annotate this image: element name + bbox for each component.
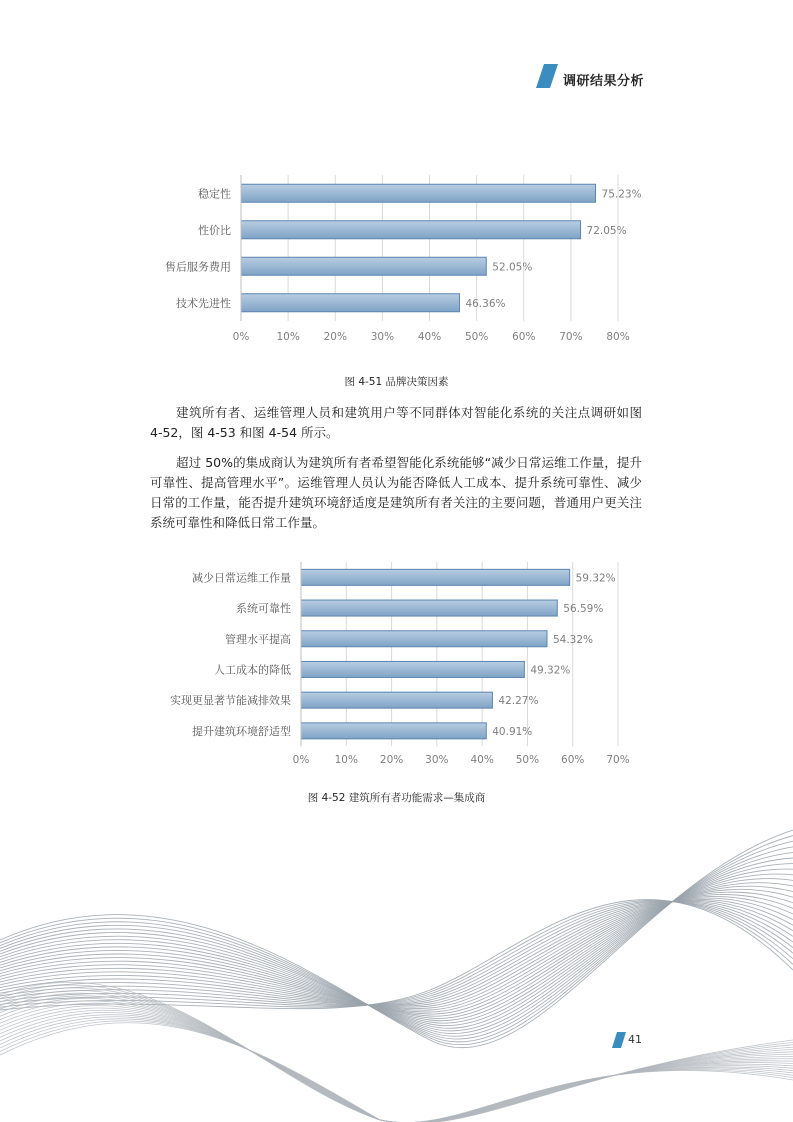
bar (301, 723, 486, 739)
data-label: 72.05% (586, 224, 627, 237)
category-label: 技术先进性 (176, 296, 231, 310)
bar (241, 257, 486, 275)
x-tick-label: 40% (470, 754, 494, 766)
brand-decision-chart (140, 170, 640, 350)
category-label: 管理水平提高 (225, 632, 291, 646)
category-label: 系统可靠性 (236, 602, 291, 616)
bar (241, 294, 459, 312)
wave-line (0, 902, 793, 1006)
data-label: 40.91% (492, 725, 533, 738)
bar (301, 569, 570, 585)
data-label: 75.23% (601, 188, 642, 201)
figure-caption-4-51: 图 4-51 品牌决策因素 (344, 376, 449, 388)
wave-line (0, 899, 793, 1007)
category-label: 稳定性 (198, 187, 231, 201)
data-label: 49.32% (530, 664, 571, 677)
body-paragraph-1: 建筑所有者、运维管理人员和建筑用户等不同群体对智能化系统的关注点调研如图 4-52，图 4-53 和图 4-54 所示。 (150, 405, 642, 440)
x-tick-label: 50% (515, 754, 540, 766)
page-number: 41 (628, 1033, 642, 1046)
figure-caption-4-52: 图 4-52 建筑所有者功能需求—集成商 (307, 792, 486, 804)
owner-function-demand-chart (140, 555, 640, 770)
x-tick-label: 70% (606, 754, 630, 766)
category-label: 售后服务费用 (165, 260, 231, 274)
x-tick-label: 30% (425, 754, 449, 766)
body-paragraph-2: 超过 50%的集成商认为建筑所有者希望智能化系统能够“减少日常运维工作量，提升可靠性、提高管理水平”。运维管理人员认为能否降低人工成本、提升系统可靠性、减少日常的工作量，能否提升建筑环境舒适度是建筑所有者关注的主要问题，普通用户更关注系统可靠性和降低日常工作量。 (150, 455, 642, 530)
x-tick-label: 40% (417, 331, 442, 343)
bar (301, 600, 557, 616)
x-tick-label: 10% (276, 331, 300, 343)
category-label: 人工成本的降低 (214, 663, 291, 677)
header-slash-icon (536, 64, 558, 88)
x-tick-label: 50% (464, 331, 489, 343)
wave-line (0, 1021, 793, 1122)
data-label: 56.59% (563, 603, 604, 616)
x-tick-label: 70% (559, 331, 583, 343)
x-tick-label: 0% (292, 754, 310, 766)
category-label: 性价比 (198, 223, 231, 237)
x-tick-label: 60% (561, 754, 585, 766)
bar (241, 184, 596, 202)
category-label: 减少日常运维工作量 (192, 571, 291, 585)
chart-svg (140, 555, 640, 770)
wave-line (0, 1008, 793, 1122)
wave-line (0, 892, 793, 1014)
x-tick-label: 0% (232, 331, 250, 343)
x-tick-label: 60% (512, 331, 536, 343)
bar (241, 221, 581, 239)
bar (301, 631, 547, 647)
x-tick-label: 80% (606, 331, 630, 343)
chart-svg (140, 170, 640, 350)
data-label: 46.36% (465, 297, 506, 310)
data-label: 59.32% (575, 572, 616, 585)
x-tick-label: 10% (334, 754, 358, 766)
data-label: 54.32% (552, 633, 594, 646)
category-label: 提升建筑环境舒适型 (192, 724, 291, 738)
page-number-slash-icon (612, 1032, 626, 1048)
x-tick-label: 30% (370, 331, 395, 343)
decorative-wave-lines (0, 820, 793, 1122)
section-title: 调研结果分析 (563, 74, 645, 89)
bar (301, 692, 492, 708)
category-label: 实现更显著节能减排效果 (170, 694, 291, 708)
bar (301, 661, 524, 677)
wave-line (0, 1023, 793, 1122)
data-label: 42.27% (498, 695, 539, 708)
x-tick-label: 20% (323, 331, 347, 343)
data-label: 52.05% (492, 261, 533, 274)
x-tick-label: 20% (379, 754, 404, 766)
